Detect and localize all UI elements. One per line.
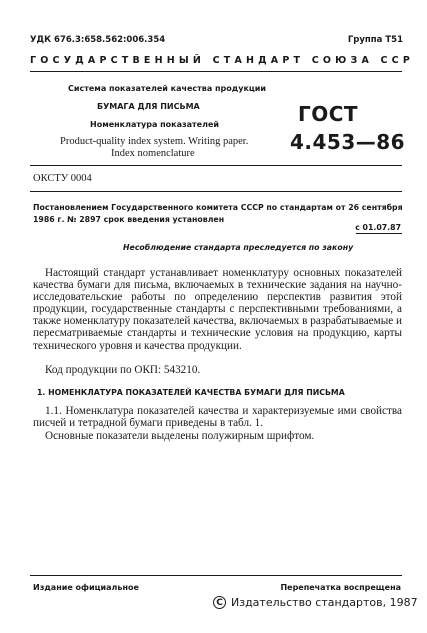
okp-code: Код продукции по ОКП: 543210. [45, 364, 201, 376]
title-rule [30, 165, 402, 166]
state-standard-heading: ГОСУДАРСТВЕННЫЙ СТАНДАРТ СОЮЗА ССР [30, 55, 415, 66]
english-title-line2: Index nomenclature [111, 148, 195, 159]
effective-date-underline [356, 233, 402, 234]
system-title: Система показателей качества продукции [68, 84, 267, 93]
english-title-line1: Product-quality index system. Writing paper. [60, 136, 249, 147]
clause-1-1: 1.1. Номенклатура показателей качества и характеризуемые ими свойства писчей и тетрадной бумаги приведены в табл. 1. [33, 405, 402, 430]
group-code: Группа Т51 [347, 35, 403, 45]
header-rule [30, 71, 402, 72]
decree-line1: Постановлением Государственного комитета СССР по стандартам от 26 сентября [33, 203, 403, 212]
gost-label: ГОСТ [298, 102, 359, 126]
nomenclature-subtitle: Номенклатура показателей [90, 120, 219, 129]
publisher: Издательство стандартов, 1987 [231, 596, 418, 609]
section-heading: 1. НОМЕНКЛАТУРА ПОКАЗАТЕЛЕЙ КАЧЕСТВА БУМАГИ ДЛЯ ПИСЬМА [37, 388, 345, 397]
okstu-rule [30, 191, 402, 192]
decree-line2: 1986 г. № 2897 срок введения установлен [33, 215, 225, 224]
effective-date: с 01.07.87 [355, 223, 401, 232]
gost-number: 4.453—86 [290, 130, 406, 154]
copyright-icon: C [213, 596, 226, 609]
intro-paragraph: Настоящий стандарт устанавливает номенклатуру основных показателей качества бумаги для письма, включаемых в технические задания на научно-исследовательские работы по определению перспектив развития этой продукции, государственные стандарты с перспективными требованиями, а также номенклатуру показателей качества, включаемых в разрабатываемые и пересматриваемые стандарты и технические условия на продукцию, карты технического уровня и качества продукции. [33, 267, 402, 352]
okstu-code: ОКСТУ 0004 [33, 173, 92, 184]
document-title: БУМАГА ДЛЯ ПИСЬМА [97, 102, 200, 111]
violation-notice: Несоблюдение стандарта преследуется по закону [123, 243, 354, 252]
copyright-line [213, 596, 418, 609]
footer-rule [30, 575, 402, 576]
reprint-notice: Перепечатка воспрещена [280, 583, 401, 592]
udk-code: УДК 676.3:658.562:006.354 [30, 35, 166, 45]
official-edition: Издание официальное [33, 583, 139, 592]
clause-note: Основные показатели выделены полужирным шрифтом. [45, 430, 315, 442]
